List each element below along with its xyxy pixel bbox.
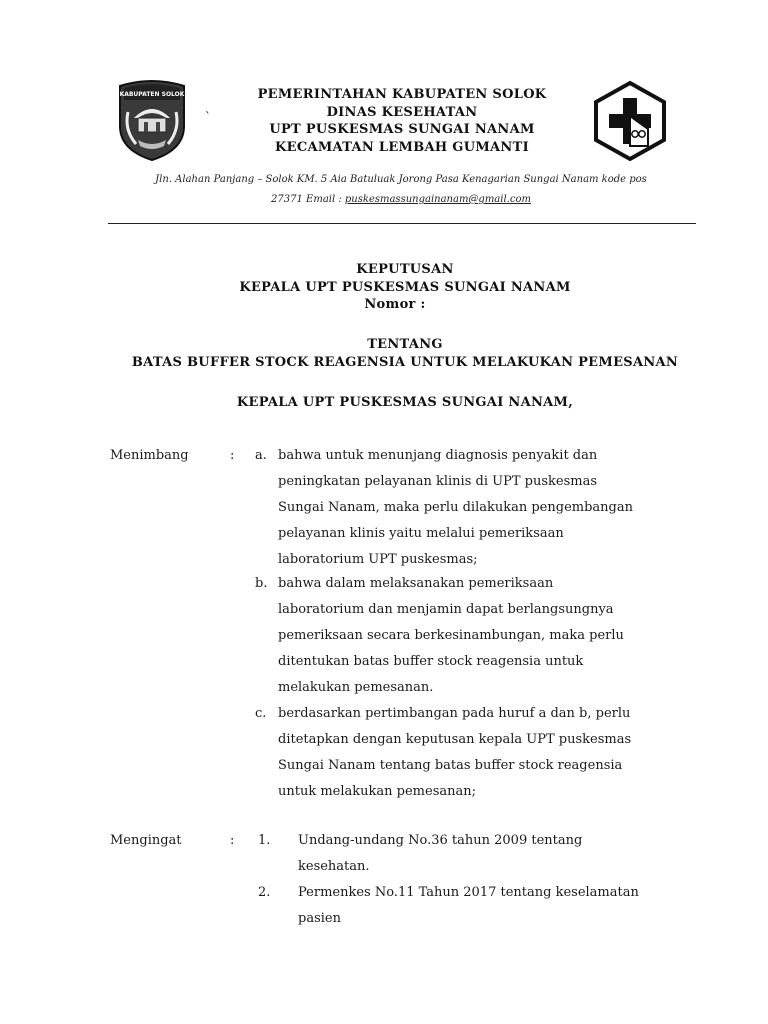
letterhead-line-government: PEMERINTAHAN KABUPATEN SOLOK (257, 87, 547, 102)
decree-title (110, 261, 700, 314)
svg-text:KABUPATEN SOLOK: KABUPATEN SOLOK (119, 91, 185, 98)
decree-heading: KEPUTUSAN (356, 262, 454, 277)
text-line: ditetapkan dengan keputusan kepala UPT puskesmas (278, 732, 632, 747)
letterhead-title (200, 86, 604, 156)
mengingat-item-2-number: 2. (258, 885, 271, 900)
address-postcode: 27371 Email : (271, 194, 345, 205)
mengingat-item-1 (298, 828, 700, 880)
text-line: pelayanan klinis yaitu melalui pemeriksaan (278, 526, 564, 541)
menimbang-colon: : (230, 448, 235, 463)
menimbang-item-b (278, 571, 700, 701)
mengingat-item-1-number: 1. (258, 833, 271, 848)
tentang-label: TENTANG (367, 337, 443, 352)
text-line: kesehatan. (298, 859, 370, 874)
letterhead-line-district: KECAMATAN LEMBAH GUMANTI (275, 139, 529, 155)
puskesmas-logo (593, 80, 667, 162)
text-line: berdasarkan pertimbangan pada huruf a dan b, perlu (278, 706, 631, 721)
text-line: laboratorium UPT puskesmas; (278, 552, 478, 567)
menimbang-item-a (278, 443, 700, 573)
letterhead-line-department: DINAS KESEHATAN (326, 104, 478, 120)
text-line: Permenkes No.11 Tahun 2017 tentang keselamatan (298, 885, 639, 900)
text-line: ditentukan batas buffer stock reagensia untuk (278, 654, 584, 669)
text-line: pasien (298, 911, 341, 926)
text-line: pemeriksaan secara berkesinambungan, maka perlu (278, 628, 624, 643)
mengingat-colon: : (230, 833, 235, 848)
menimbang-label: Menimbang (110, 448, 189, 463)
text-line: bahwa dalam melaksanakan pemeriksaan (278, 576, 554, 591)
subject-title: BATAS BUFFER STOCK REAGENSIA UNTUK MELAKUKAN PEMESANAN (131, 355, 679, 370)
text-line: laboratorium dan menjamin dapat berlangsungnya (278, 602, 614, 617)
text-line: untuk melakukan pemesanan; (278, 784, 476, 799)
kabupaten-solok-logo (114, 78, 190, 162)
text-line: peningkatan pelayanan klinis di UPT puskesmas (278, 474, 597, 489)
text-line: melakukan pemesanan. (278, 680, 434, 695)
letterhead-divider (108, 223, 696, 224)
mengingat-label: Mengingat (110, 833, 182, 848)
menimbang-item-a-letter: a. (255, 448, 267, 463)
text-line: Undang-undang No.36 tahun 2009 tentang (298, 833, 583, 848)
text-line: bahwa untuk menunjang diagnosis penyakit dan (278, 448, 598, 463)
decree-number: Nomor : (364, 297, 426, 312)
decree-subject (110, 336, 700, 372)
menimbang-item-b-letter: b. (255, 576, 268, 591)
letterhead-address (100, 170, 702, 210)
decree-issuer: KEPALA UPT PUSKESMAS SUNGAI NANAM (239, 279, 571, 295)
mengingat-item-2 (298, 880, 700, 932)
letterhead-line-puskesmas: UPT PUSKESMAS SUNGAI NANAM (269, 122, 535, 137)
stray-mark: ` (205, 110, 211, 124)
address-line: Jln. Alahan Panjang – Solok KM. 5 Aia Batuluak Jorong Pasa Kenagarian Sungai Nanam kode pos (155, 174, 647, 185)
address-email-line (100, 190, 702, 210)
text-line: Sungai Nanam tentang batas buffer stock reagensia (278, 758, 623, 773)
menimbang-item-c-letter: c. (255, 706, 267, 721)
issuer-line: KEPALA UPT PUSKESMAS SUNGAI NANAM, (236, 395, 574, 410)
menimbang-item-c (278, 701, 700, 805)
email-link[interactable]: puskesmassungainanam@gmail.com (344, 194, 531, 205)
text-line: Sungai Nanam, maka perlu dilakukan pengembangan (278, 500, 633, 515)
